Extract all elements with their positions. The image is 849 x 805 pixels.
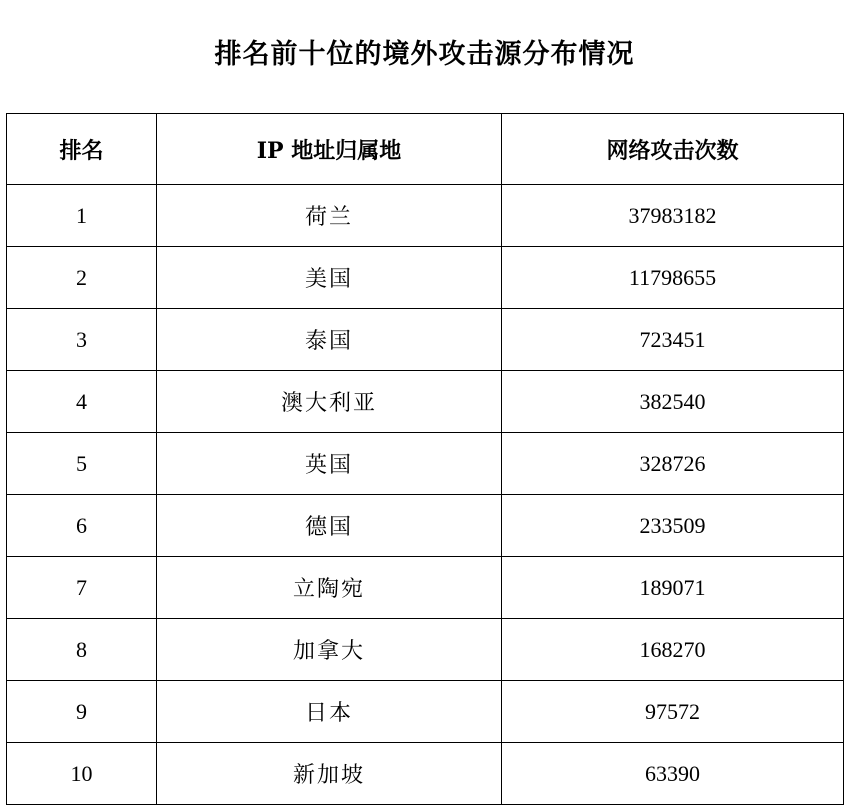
column-header-rank: 排名	[7, 114, 157, 185]
cell-rank: 2	[7, 247, 157, 309]
cell-location: 加拿大	[157, 619, 502, 681]
cell-rank: 9	[7, 681, 157, 743]
cell-count: 11798655	[502, 247, 844, 309]
cell-location: 澳大利亚	[157, 371, 502, 433]
cell-count: 723451	[502, 309, 844, 371]
cell-rank: 3	[7, 309, 157, 371]
cell-count: 37983182	[502, 185, 844, 247]
table-row	[7, 247, 844, 309]
table-row	[7, 371, 844, 433]
cell-location: 英国	[157, 433, 502, 495]
table-header	[7, 114, 844, 185]
column-header-location: IP 地址归属地	[157, 114, 502, 185]
table-row	[7, 433, 844, 495]
table-header-row	[7, 114, 844, 185]
cell-count: 189071	[502, 557, 844, 619]
table-row	[7, 557, 844, 619]
table-row	[7, 743, 844, 805]
cell-location: 泰国	[157, 309, 502, 371]
cell-location: 美国	[157, 247, 502, 309]
cell-rank: 5	[7, 433, 157, 495]
column-header-count: 网络攻击次数	[502, 114, 844, 185]
cell-location: 立陶宛	[157, 557, 502, 619]
cell-rank: 8	[7, 619, 157, 681]
cell-count: 233509	[502, 495, 844, 557]
cell-location: 新加坡	[157, 743, 502, 805]
table-row	[7, 185, 844, 247]
cell-count: 97572	[502, 681, 844, 743]
cell-location: 日本	[157, 681, 502, 743]
cell-rank: 4	[7, 371, 157, 433]
cell-count: 168270	[502, 619, 844, 681]
cell-count: 382540	[502, 371, 844, 433]
attack-source-table	[6, 113, 844, 805]
table-body	[7, 185, 844, 805]
cell-count: 328726	[502, 433, 844, 495]
cell-count: 63390	[502, 743, 844, 805]
table-row	[7, 309, 844, 371]
page-title: 排名前十位的境外攻击源分布情况	[214, 39, 635, 70]
cell-location: 德国	[157, 495, 502, 557]
cell-rank: 1	[7, 185, 157, 247]
table-row	[7, 619, 844, 681]
cell-rank: 7	[7, 557, 157, 619]
table-row	[7, 495, 844, 557]
cell-rank: 6	[7, 495, 157, 557]
table-row	[7, 681, 844, 743]
table-container	[6, 71, 843, 805]
cell-rank: 10	[7, 743, 157, 805]
cell-location: 荷兰	[157, 185, 502, 247]
